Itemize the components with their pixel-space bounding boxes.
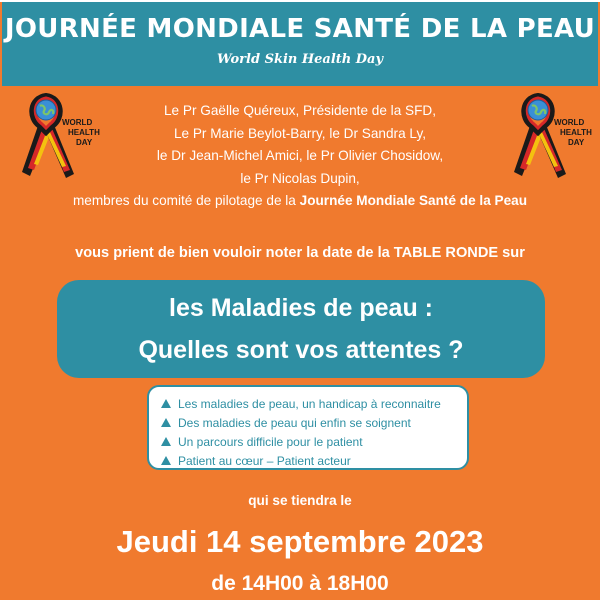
logo-label-day: DAY	[76, 138, 93, 147]
triangle-bullet-icon	[161, 418, 171, 427]
topic-line-2: Quelles sont vos attentes ?	[138, 336, 464, 364]
committee-prefix: membres du comité de pilotage de la	[72, 193, 300, 208]
organizers-block	[40, 100, 560, 213]
round-table-topic-box	[57, 280, 545, 378]
logo-label-day: DAY	[568, 138, 585, 147]
list-item	[161, 432, 467, 451]
list-item-text: Les maladies de peau, un handicap à reconnaitre	[178, 396, 441, 411]
logo-label-world: WORLD	[62, 118, 93, 127]
logo-label-world: WORLD	[554, 118, 585, 127]
list-item-text: Patient au cœur – Patient acteur	[178, 453, 351, 468]
held-on-text: qui se tiendra le	[248, 493, 352, 508]
event-date: Jeudi 14 septembre 2023	[116, 524, 484, 559]
list-item	[161, 394, 467, 413]
discussion-points-box	[147, 385, 469, 470]
logo-label-health: HEALTH	[560, 128, 592, 137]
page-title: JOURNÉE MONDIALE SANTÉ DE LA PEAU	[4, 14, 596, 44]
list-item	[161, 413, 467, 432]
event-time: de 14H00 à 18H00	[211, 572, 389, 595]
triangle-bullet-icon	[161, 437, 171, 446]
topic-line-1: les Maladies de peau :	[169, 294, 433, 322]
page-subtitle: World Skin Health Day	[216, 52, 384, 67]
organizer-line: le Dr Jean-Michel Amici, le Pr Olivier Chosidow,	[156, 148, 444, 163]
committee-event-name: Journée Mondiale Santé de la Peau	[299, 193, 528, 208]
list-item-text: Un parcours difficile pour le patient	[178, 434, 363, 449]
triangle-bullet-icon	[161, 399, 171, 408]
list-item	[161, 451, 467, 470]
logo-label-health: HEALTH	[68, 128, 100, 137]
organizer-line: le Pr Nicolas Dupin,	[240, 170, 360, 186]
organizer-line: Le Pr Marie Beylot-Barry, le Dr Sandra Ly,	[173, 125, 427, 141]
invitation-text: vous prient de bien vouloir noter la date de la TABLE RONDE sur	[75, 245, 525, 261]
list-item-text: Des maladies de peau qui enfin se soignent	[178, 415, 411, 430]
committee-line	[40, 190, 560, 213]
triangle-bullet-icon	[161, 456, 171, 465]
organizer-line: Le Pr Gaëlle Quéreux, Présidente de la SFD,	[163, 103, 436, 118]
header-banner	[2, 2, 598, 86]
